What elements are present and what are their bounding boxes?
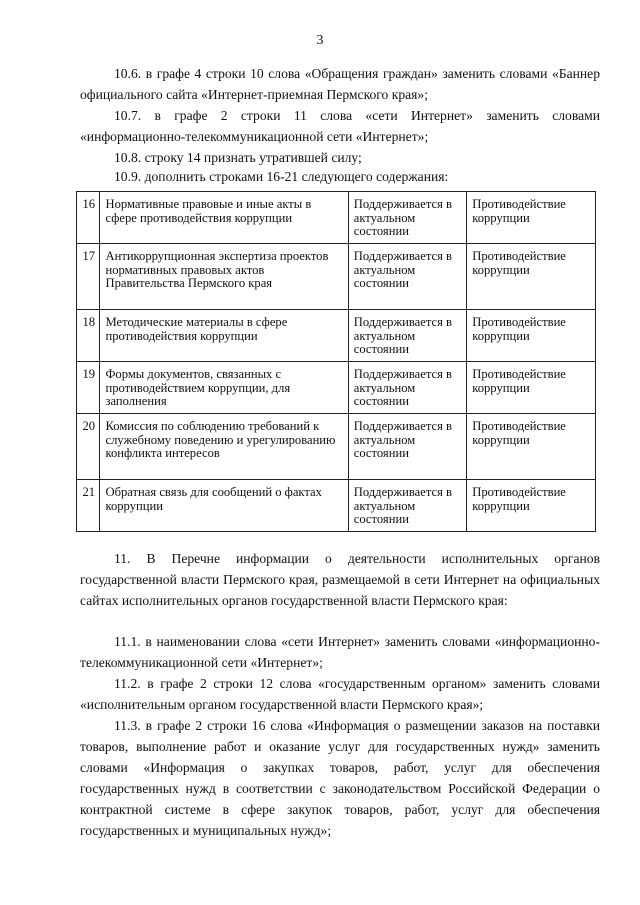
row-name: Методические материалы в сфере противодействия коррупции (100, 310, 348, 362)
table-row (77, 362, 596, 414)
paragraph-10-8: 10.8. строку 14 признать утратившей силу; (114, 150, 362, 165)
row-name: Нормативные правовые и иные акты в сфере противодействия коррупции (100, 192, 348, 244)
row-purpose: Противодействие коррупции (467, 310, 596, 362)
row-status: Поддерживается в актуальном состоянии (348, 310, 467, 362)
row-purpose: Противодействие коррупции (467, 480, 596, 532)
row-number: 17 (77, 244, 100, 310)
row-status: Поддерживается в актуальном состоянии (348, 192, 467, 244)
paragraph-11-1: 11.1. в наименовании слова «сети Интернет» заменить словами «информационно-телекоммуникационной сети «Интернет»; (80, 634, 600, 670)
page-number: 3 (316, 33, 324, 48)
paragraph-11: 11. В Перечне информации о деятельности исполнительных органов государственной власти Пермского края, размещаемой в сети Интернет на официальных сайтах исполнительных органов государственной власти Пермского края: (80, 551, 600, 608)
row-status: Поддерживается в актуальном состоянии (348, 362, 467, 414)
row-number: 18 (77, 310, 100, 362)
row-status: Поддерживается в актуальном состоянии (348, 480, 467, 532)
row-number: 16 (77, 192, 100, 244)
row-number: 19 (77, 362, 100, 414)
paragraph-11-2: 11.2. в графе 2 строки 12 слова «государственным органом» заменить словами «исполнительным органом государственной власти Пермского края»; (80, 676, 600, 712)
paragraph-11-3: 11.3. в графе 2 строки 16 слова «Информация о размещении заказов на поставки товаров, выполнение работ и оказание услуг для государственных нужд» заменить словами «Информация о закупках товаров, работ, услуг для обеспечения государственных нужд в соответствии с законодательством Российской Федерации о контрактной системе в сфере закупок товаров, работ, услуг для обеспечения государственных и муниципальных нужд»; (80, 718, 600, 838)
row-number: 20 (77, 414, 100, 480)
table-row (77, 244, 596, 310)
row-name: Обратная связь для сообщений о фактах коррупции (100, 480, 348, 532)
row-number: 21 (77, 480, 100, 532)
row-status: Поддерживается в актуальном состоянии (348, 244, 467, 310)
row-name: Комиссия по соблюдению требований к служебному поведению и урегулированию конфликта интересов (100, 414, 348, 480)
row-purpose: Противодействие коррупции (467, 362, 596, 414)
table-row (77, 192, 596, 244)
table-row (77, 480, 596, 532)
row-name: Формы документов, связанных с противодействием коррупции, для заполнения (100, 362, 348, 414)
paragraph-10-6: 10.6. в графе 4 строки 10 слова «Обращения граждан» заменить словами «Баннер официального сайта «Интернет-приемная Пермского края»; (80, 66, 600, 102)
paragraph-10-7: 10.7. в графе 2 строки 11 слова «сети Интернет» заменить словами «информационно-телекоммуникационной сети «Интернет»; (80, 108, 600, 144)
row-name: Антикоррупционная экспертиза проектов нормативных правовых актов Правительства Пермского края (100, 244, 348, 310)
row-purpose: Противодействие коррупции (467, 244, 596, 310)
paragraph-10-9: 10.9. дополнить строками 16-21 следующего содержания: (114, 169, 449, 184)
row-status: Поддерживается в актуальном состоянии (348, 414, 467, 480)
amendment-table (76, 191, 596, 532)
table-row (77, 310, 596, 362)
row-purpose: Противодействие коррупции (467, 192, 596, 244)
row-purpose: Противодействие коррупции (467, 414, 596, 480)
table-row (77, 414, 596, 480)
